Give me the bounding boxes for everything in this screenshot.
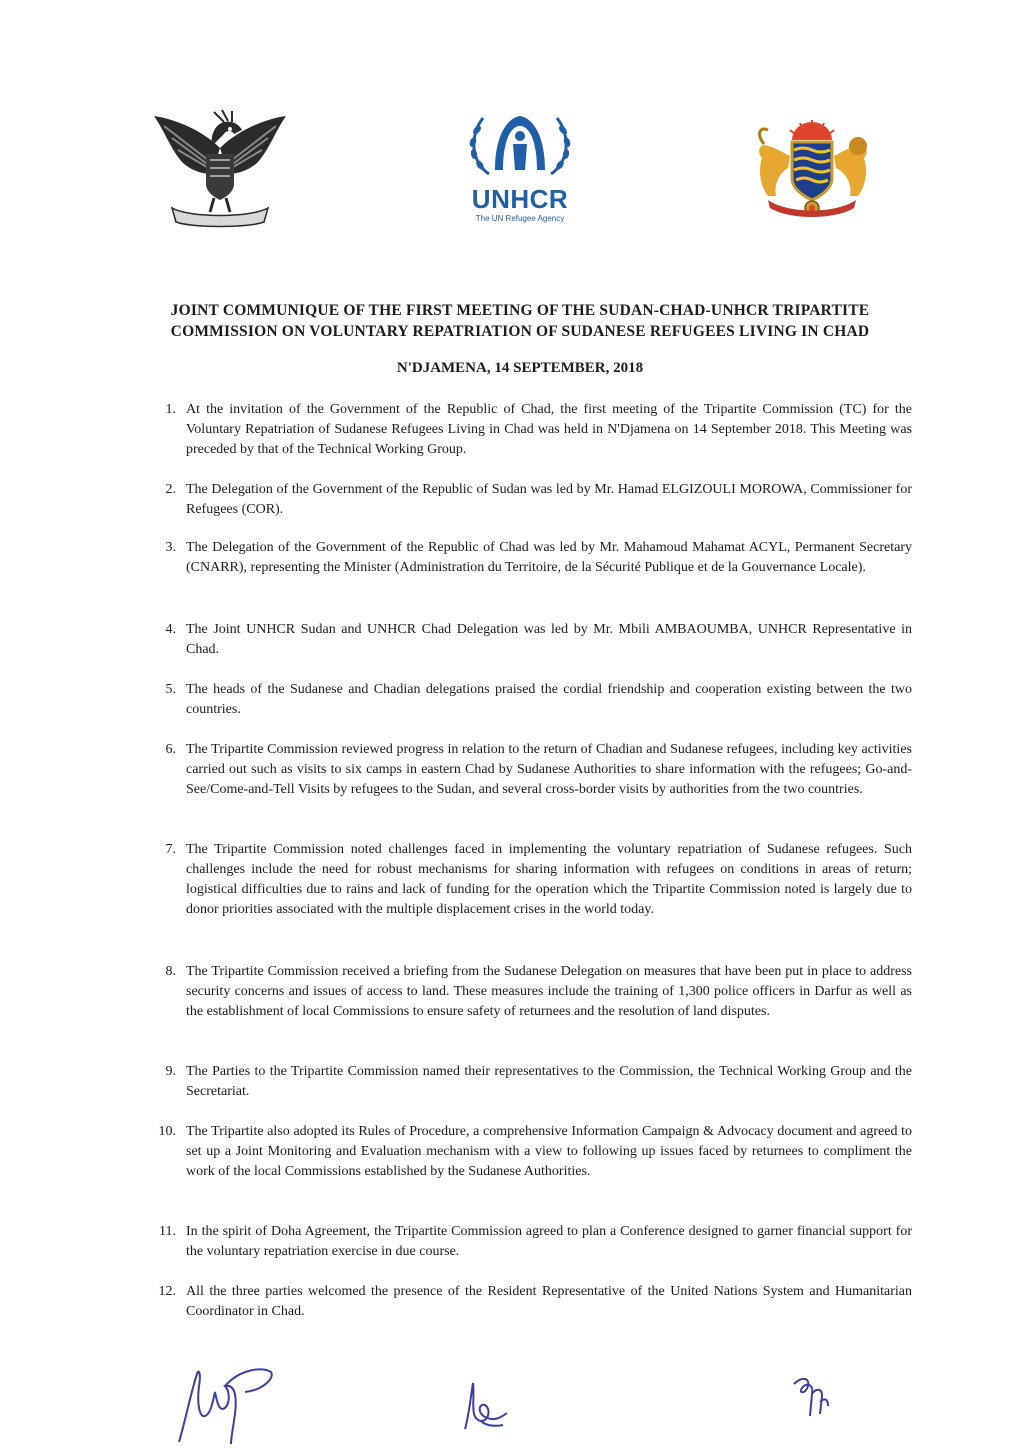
item-number: 5. [165,682,176,697]
title-line-1: JOINT COMMUNIQUE OF THE FIRST MEETING OF THE SUDAN-CHAD-UNHCR TRIPARTITE [170,302,870,319]
unhcr-wordmark: UNHCR [471,184,569,214]
item-number: 7. [165,842,176,857]
item-text: All the three parties welcomed the presence of the Resident Representative of the United Nations System and Humanitarian Coordinator in Chad. [186,1284,912,1319]
unhcr-tagline: The UN Refugee Agency [475,214,565,223]
chad-coat-of-arms-icon [738,116,886,226]
item-text: In the spirit of Doha Agreement, the Tripartite Commission agreed to plan a Conference designed to garner financial support for the voluntary repatriation exercise in due course. [186,1224,912,1259]
item-number: 11. [159,1224,176,1239]
item-text: The Tripartite also adopted its Rules of Procedure, a comprehensive Information Campaign & Advocacy document and agreed to set up a Joint Monitoring and Evaluation mechanism with a view to following up issues faced by returnees to compliment the work of the local Commissions established by the Sudanese Authorities. [186,1124,912,1179]
item-text: At the invitation of the Government of the Republic of Chad, the first meeting of the Tripartite Commission (TC) for the Voluntary Repatriation of Sudanese Refugees Living in Chad was held in N'Djamena on 14 September 2018. This Meeting was preceded by that of the Technical Working Group. [186,402,912,457]
item-text: The Tripartite Commission received a briefing from the Sudanese Delegation on measures that have been put in place to address security concerns and issues of access to land. These measures include the training of 1,300 police officers in Darfur as well as the establishment of local Commissions to ensure safety of returnees and the resolution of land disputes. [186,964,912,1019]
dateline: N'DJAMENA, 14 SEPTEMBER, 2018 [396,360,644,376]
sudan-emblem-icon [150,108,290,228]
title-line-2: COMMISSION ON VOLUNTARY REPATRIATION OF SUDANESE REFUGEES LIVING IN CHAD [170,323,870,340]
item-number: 1. [165,402,176,417]
item-text: The Tripartite Commission noted challenges faced in implementing the voluntary repatriation of Sudanese refugees. Such challenges include the need for robust mechanisms for sharing information with refugees on conditions in areas of return; logistical difficulties due to rains and lack of funding for the operation which the Tripartite Commission noted is largely due to donor priorities associated with the multiple displacement crises in the world today. [186,842,912,917]
item-number: 10. [158,1124,176,1139]
document-title [110,300,930,342]
item-number: 6. [165,742,176,757]
item-text: The heads of the Sudanese and Chadian delegations praised the cordial friendship and cooperation existing between the two countries. [186,682,912,717]
item-number: 2. [165,482,176,497]
item-text: The Joint UNHCR Sudan and UNHCR Chad Delegation was led by Mr. Mbili AMBAOUMBA, UNHCR Representative in Chad. [186,622,912,657]
item-number: 3. [165,540,176,555]
unhcr-logo-icon [455,108,585,233]
item-text: The Delegation of the Government of the Republic of Sudan was led by Mr. Hamad ELGIZOULI MOROWA, Commissioner for Refugees (COR). [186,482,912,517]
signature-1-icon [175,1362,280,1446]
item-text: The Parties to the Tripartite Commission named their representatives to the Commission, the Technical Working Group and the Secretariat. [186,1064,912,1099]
signature-3-icon [788,1372,833,1420]
item-number: 12. [158,1284,176,1299]
item-number: 4. [165,622,176,637]
signature-2-icon [455,1375,515,1433]
item-number: 9. [165,1064,176,1079]
item-text: The Delegation of the Government of the Republic of Chad was led by Mr. Mahamoud Mahamat ACYL, Permanent Secretary (CNARR), representing the Minister (Administration du Territoire, de la Sécurité Publique et de la Gouvernance Locale). [186,540,912,575]
item-text: The Tripartite Commission reviewed progress in relation to the return of Chadian and Sudanese refugees, including key activities carried out such as visits to six camps in eastern Chad by Sudanese Authorities to share information with the refugees; Go-and-See/Come-and-Tell Visits by refugees to the Sudan, and several cross-border visits by authorities from the two countries. [186,742,912,797]
item-number: 8. [165,964,176,979]
